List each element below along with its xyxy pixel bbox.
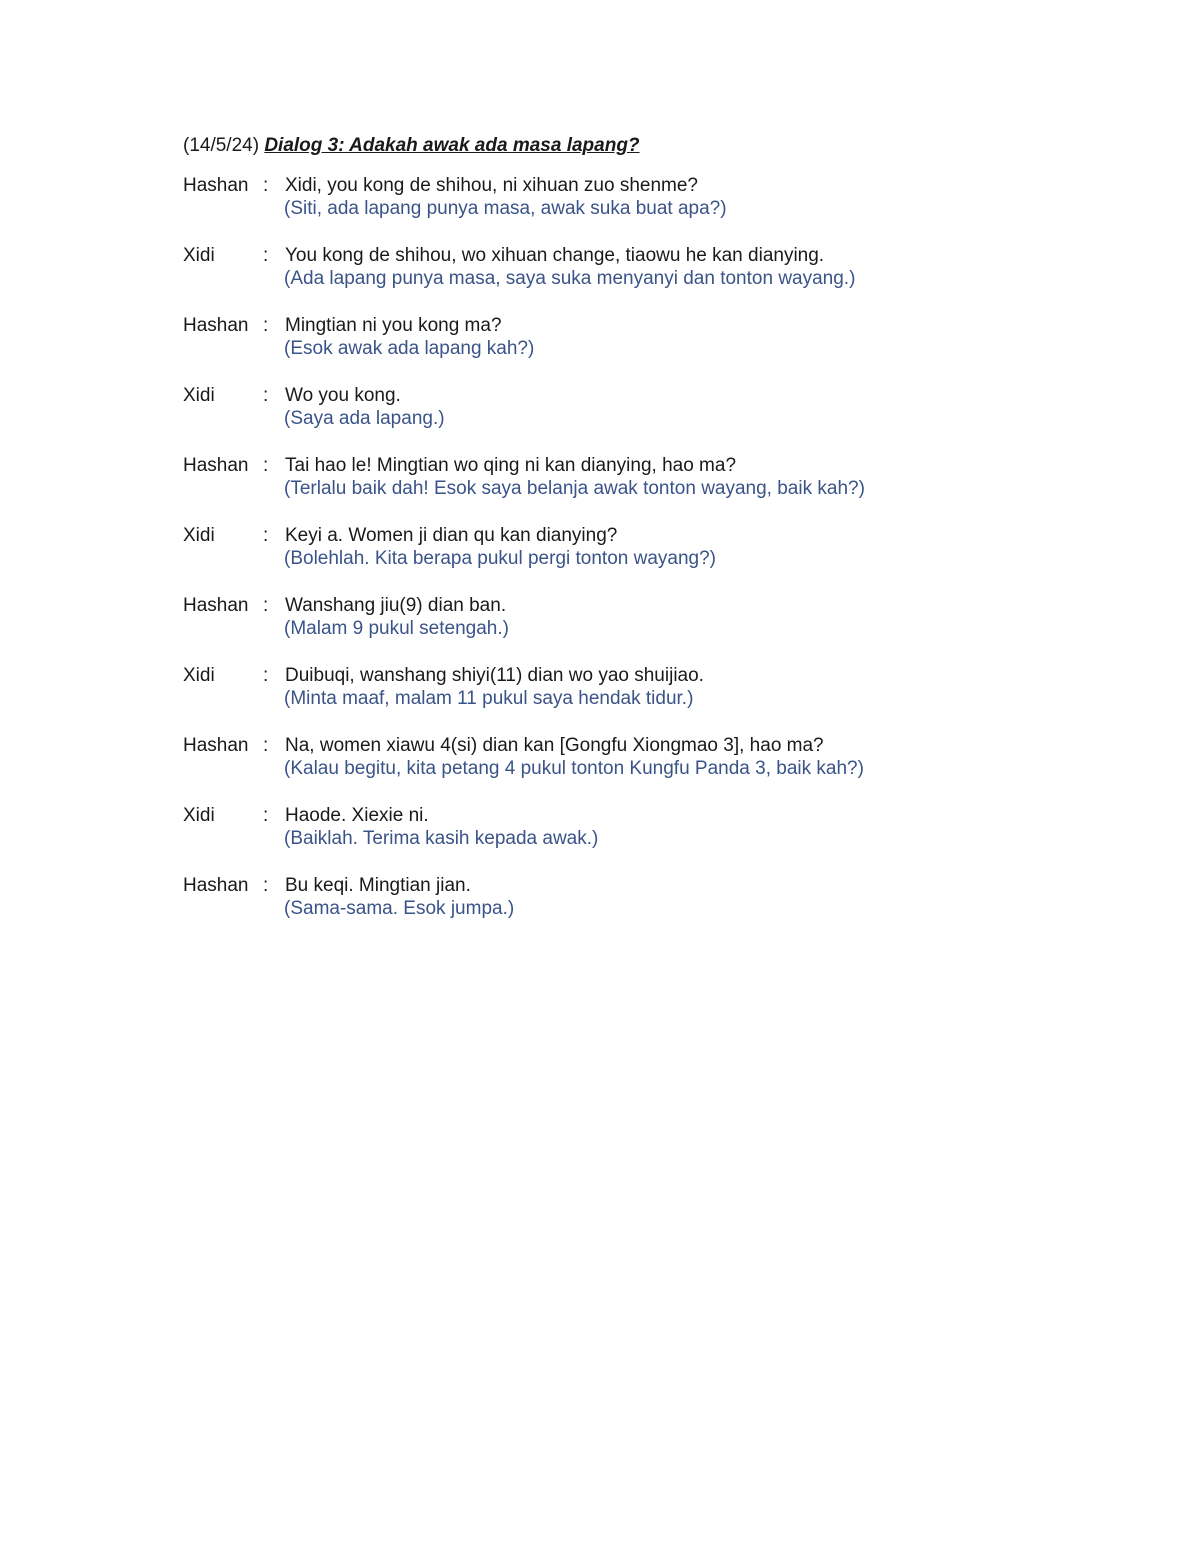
dialog-line: Bu keqi. Mingtian jian. xyxy=(285,875,471,896)
dialog-turn xyxy=(183,874,1123,944)
dialog-line: Mingtian ni you kong ma? xyxy=(285,315,502,336)
speaker-colon: : xyxy=(263,245,269,266)
dialog-turn xyxy=(183,314,1123,384)
speaker-colon: : xyxy=(263,455,269,476)
speaker-colon: : xyxy=(263,315,269,336)
dialog-turn xyxy=(183,454,1123,524)
dialog-translation: (Terlalu baik dah! Esok saya belanja awak tonton wayang, baik kah?) xyxy=(284,478,865,499)
dialog-translation: (Sama-sama. Esok jumpa.) xyxy=(284,898,515,919)
speaker-name: Hashan xyxy=(183,735,249,756)
dialog-translation: (Siti, ada lapang punya masa, awak suka buat apa?) xyxy=(284,198,727,219)
dialog-turn xyxy=(183,174,1123,244)
dialog-translation: (Minta maaf, malam 11 pukul saya hendak tidur.) xyxy=(284,688,694,709)
speaker-name: Hashan xyxy=(183,875,249,896)
dialog-turn xyxy=(183,594,1123,664)
dialog-line: Tai hao le! Mingtian wo qing ni kan dianying, hao ma? xyxy=(285,455,737,476)
speaker-name: Hashan xyxy=(183,315,249,336)
speaker-colon: : xyxy=(263,385,269,406)
dialog-translation: (Bolehlah. Kita berapa pukul pergi tonton wayang?) xyxy=(284,548,717,569)
dialog-line: Keyi a. Women ji dian qu kan dianying? xyxy=(285,525,618,546)
heading-title: Dialog 3: Adakah awak ada masa lapang? xyxy=(264,135,640,156)
dialog-turn xyxy=(183,664,1123,734)
speaker-colon: : xyxy=(263,595,269,616)
dialog-turn xyxy=(183,734,1123,804)
speaker-name: Xidi xyxy=(183,245,215,266)
speaker-colon: : xyxy=(263,735,269,756)
dialog-body xyxy=(183,174,1123,944)
dialog-line: Duibuqi, wanshang shiyi(11) dian wo yao shuijiao. xyxy=(285,665,704,686)
dialog-turn xyxy=(183,384,1123,454)
dialog-line: Na, women xiawu 4(si) dian kan [Gongfu Xiongmao 3], hao ma? xyxy=(285,735,824,756)
dialog-translation: (Baiklah. Terima kasih kepada awak.) xyxy=(284,828,599,849)
dialog-line: Wanshang jiu(9) dian ban. xyxy=(285,595,507,616)
dialog-line: Xidi, you kong de shihou, ni xihuan zuo shenme? xyxy=(285,175,698,196)
speaker-name: Xidi xyxy=(183,525,215,546)
dialog-line: You kong de shihou, wo xihuan change, tiaowu he kan dianying. xyxy=(285,245,825,266)
dialog-line: Wo you kong. xyxy=(285,385,401,406)
dialog-turn xyxy=(183,804,1123,874)
dialog-translation: (Kalau begitu, kita petang 4 pukul tonton Kungfu Panda 3, baik kah?) xyxy=(284,758,864,779)
speaker-colon: : xyxy=(263,805,269,826)
speaker-name: Xidi xyxy=(183,665,215,686)
speaker-name: Hashan xyxy=(183,595,249,616)
dialog-translation: (Malam 9 pukul setengah.) xyxy=(284,618,509,639)
speaker-colon: : xyxy=(263,175,269,196)
speaker-name: Hashan xyxy=(183,455,249,476)
speaker-colon: : xyxy=(263,665,269,686)
speaker-colon: : xyxy=(263,525,269,546)
speaker-name: Xidi xyxy=(183,805,215,826)
heading-date: (14/5/24) xyxy=(183,135,260,156)
dialog-heading xyxy=(183,134,640,158)
dialog-turn xyxy=(183,244,1123,314)
speaker-colon: : xyxy=(263,875,269,896)
dialog-translation: (Saya ada lapang.) xyxy=(284,408,445,429)
dialog-translation: (Ada lapang punya masa, saya suka menyanyi dan tonton wayang.) xyxy=(284,268,856,289)
speaker-name: Xidi xyxy=(183,385,215,406)
dialog-line: Haode. Xiexie ni. xyxy=(285,805,429,826)
speaker-name: Hashan xyxy=(183,175,249,196)
dialog-turn xyxy=(183,524,1123,594)
dialog-translation: (Esok awak ada lapang kah?) xyxy=(284,338,535,359)
